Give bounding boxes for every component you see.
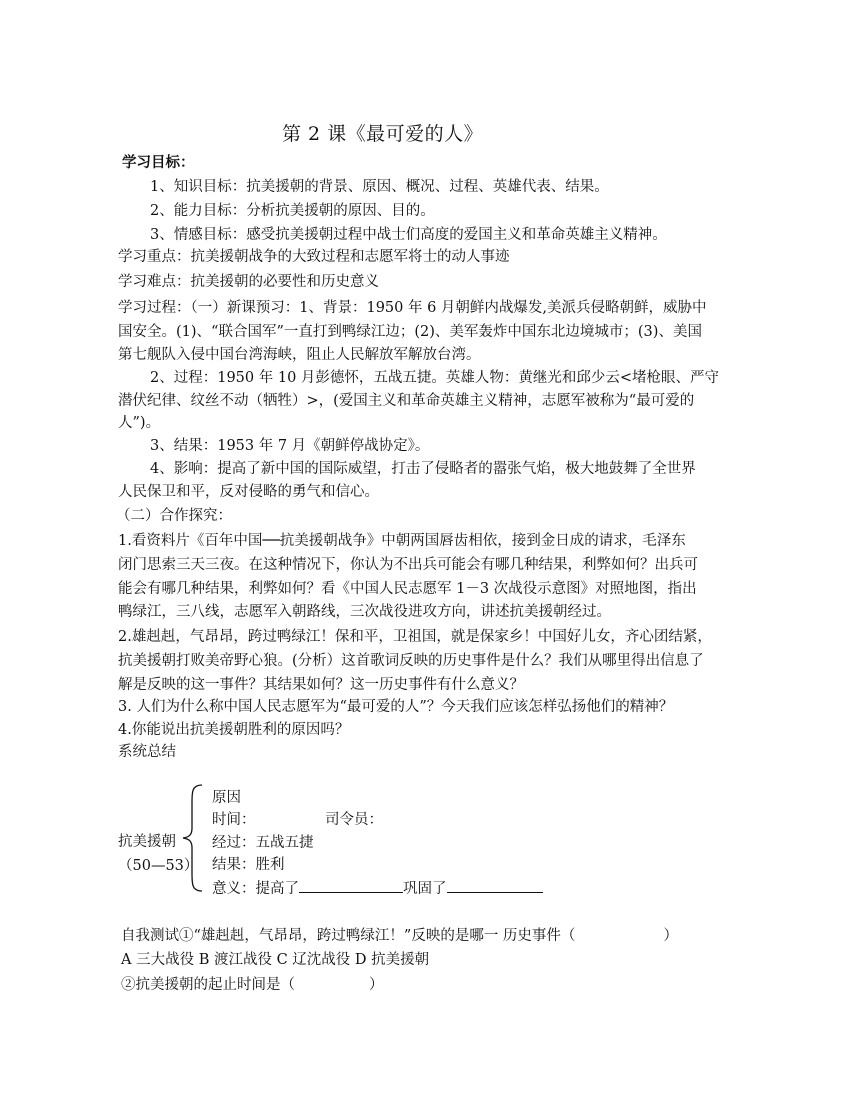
summary-course: 经过：五战五捷 [212, 835, 314, 851]
meaning-label-b: 巩固了 [403, 881, 447, 897]
cooperation-line: 1.看资料片《百年中国──抗美援朝战争》中朝两国唇齿相依，接到金日成的请求，毛泽东 [118, 533, 686, 549]
objective-item: 2、能力目标：分析抗美援朝的原因、目的。 [150, 203, 435, 219]
cooperation-line: 4.你能说出抗美援朝胜利的原因吗？ [118, 722, 350, 738]
test-question-2 [121, 975, 384, 995]
process-line: 2、过程：1950 年 10 月彭德怀，五战五捷。英雄人物：黄继光和邱少云<堵枪眼、严守 [150, 370, 720, 386]
cooperation-line: 解是反映的这一事件？其结果如何？这一历史事件有什么意义？ [118, 677, 524, 693]
test-q2-close: ） [369, 977, 384, 993]
summary-years: （50—53） [118, 858, 199, 874]
meaning-label-a: 意义：提高了 [212, 881, 299, 897]
summary-time: 时间： [212, 812, 256, 828]
objectives-heading: 学习目标： [122, 154, 195, 171]
test-q1-text: 自我测试①“雄赳赳，气昂昂，跨过鸭绿江！”反映的是哪一 历史事件（ [121, 928, 576, 944]
difficulty: 学习难点：抗美援朝的必要性和历史意义 [118, 274, 379, 290]
test-options: A 三大战役 B 渡江战役 C 辽沈战役 D 抗美援朝 [121, 952, 430, 968]
test-question-1 [121, 926, 678, 946]
summary-commander: 司令员： [325, 812, 383, 828]
process-line: 3、结果：1953 年 7 月《朝鲜停战协定》。 [150, 438, 430, 454]
curly-brace-icon [180, 782, 214, 894]
summary-heading: 系统总结 [118, 744, 176, 760]
process-line: 第七舰队入侵中国台湾海峡，阻止人民解放军解放台湾。 [118, 347, 481, 363]
process-line: 国安全。(1)、“联合国军”一直打到鸭绿江边；(2)、美军轰炸中国东北边境城市；(3)、美国 [118, 324, 702, 340]
key-point: 学习重点：抗美援朝战争的大致过程和志愿军将士的动人事迹 [118, 249, 510, 265]
cooperation-line: 闭门思索三天三夜。在这种情况下，你认为不出兵可能会有哪几种结果，利弊如何？出兵可 [118, 557, 698, 573]
summary-cause: 原因 [212, 790, 241, 806]
cooperation-line: 抗美援朝打败美帝野心狼。(分析）这首歌词反映的历史事件是什么？我们从哪里得出信息了 [118, 653, 704, 669]
process-line: 潜伏纪律、纹丝不动（牺牲）>，(爱国主义和革命英雄主义精神，志愿军被称为“最可爱的 [118, 393, 695, 409]
test-q1-close: ） [663, 928, 678, 944]
objective-item: 1、知识目标：抗美援朝的背景、原因、概况、过程、英雄代表、结果。 [150, 179, 609, 195]
summary-meaning [212, 878, 543, 899]
cooperation-line: 3. 人们为什么称中国人民志愿军为“最可爱的人”？今天我们应该怎样弘扬他们的精神？ [118, 699, 674, 715]
meaning-blank-1[interactable] [299, 878, 403, 893]
cooperation-heading: （二）合作探究： [116, 508, 232, 524]
summary-result: 结果：胜利 [212, 857, 285, 873]
process-line: 学习过程：（一）新课预习：1、背景：1950 年 6 月朝鲜内战爆发,美派兵侵略朝鲜，威胁中 [118, 300, 707, 316]
page-title: 第 2 课《最可爱的人》 [282, 123, 484, 145]
process-line: 4、影响：提高了新中国的国际威望，打击了侵略者的嚣张气焰，极大地鼓舞了全世界 [150, 461, 696, 477]
summary-topic: 抗美援朝 [118, 834, 176, 850]
meaning-blank-2[interactable] [447, 878, 543, 893]
cooperation-line: 能会有哪几种结果，利弊如何？看《中国人民志愿军 1－3 次战役示意图》对照地图，指出 [118, 581, 697, 597]
process-line: 人民保卫和平，反对侵略的勇气和信心。 [118, 484, 379, 500]
objective-item: 3、情感目标：感受抗美援朝过程中战士们高度的爱国主义和革命英雄主义精神。 [150, 227, 667, 243]
test-q2-text: ②抗美援朝的起止时间是（ [121, 977, 295, 993]
process-line: 人”)。 [118, 415, 161, 431]
cooperation-line: 鸭绿江，三八线，志愿军入朝路线，三次战役进攻方向，讲述抗美援朝经过。 [118, 604, 611, 620]
cooperation-line: 2.雄赳赳，气昂昂，跨过鸭绿江！保和平，卫祖国，就是保家乡！中国好儿女，齐心团结紧， [118, 629, 712, 645]
